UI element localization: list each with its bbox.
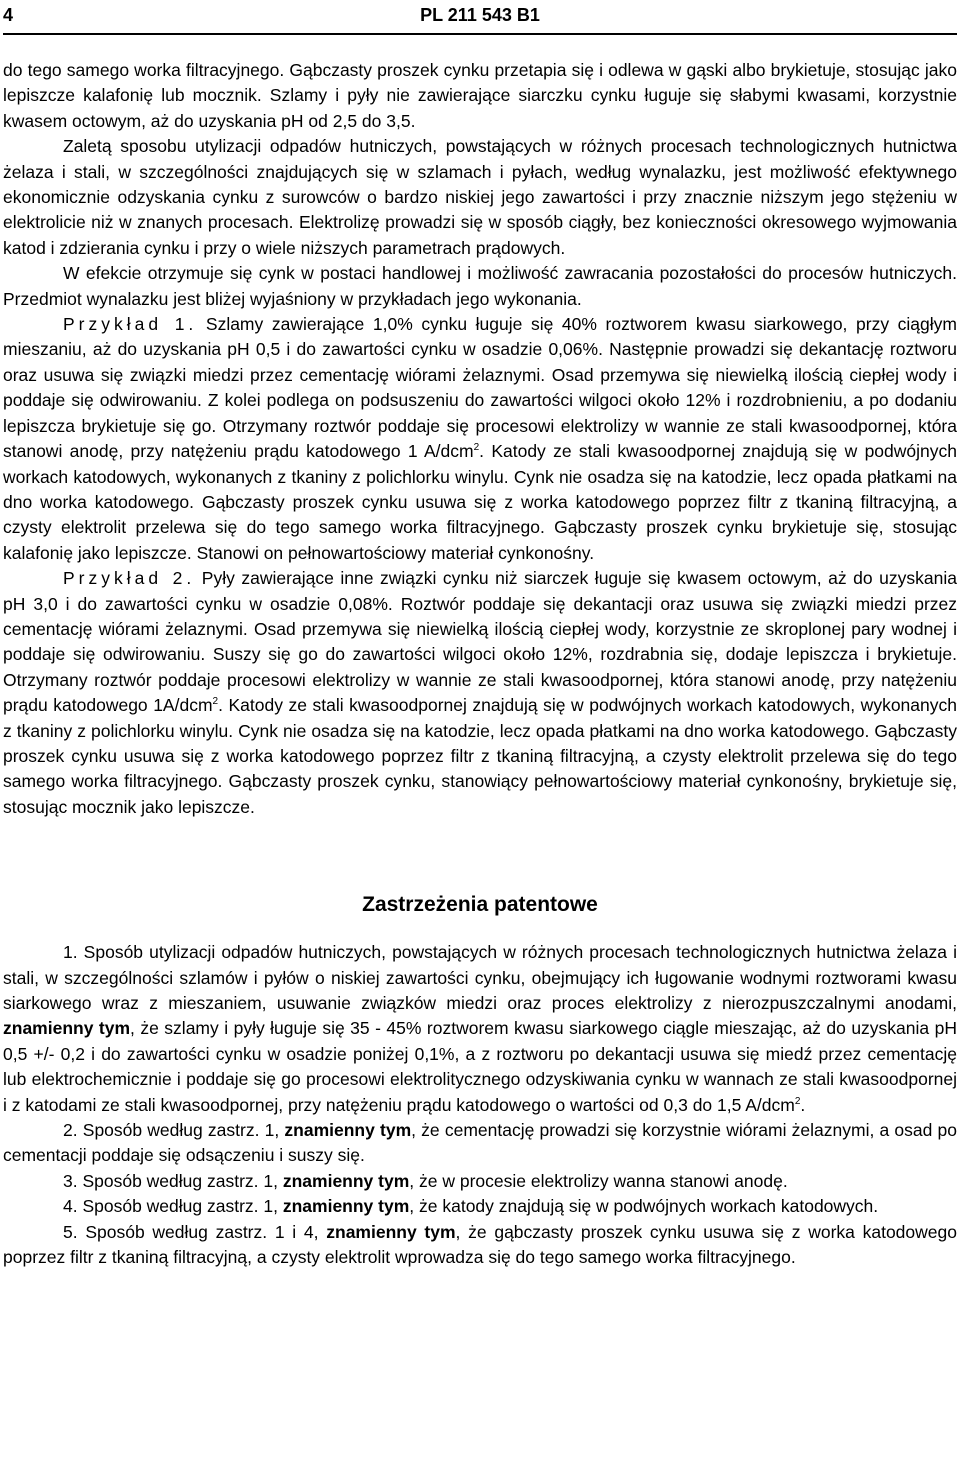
claim-1-end: . — [800, 1094, 806, 1115]
page-header — [3, 0, 957, 34]
claim-1-text-a: 1. Sposób utylizacji odpadów hutniczych, powstających w różnych procesach technologicznych hutnictwa żelaza i stali, w szczególności szlamów i pyłów o niskiej zawartości cynku, obejmujący ich ługowanie wodnymi roztworami kwasu siarkowego wraz z mieszaniem, usuwanie związków miedzi oraz proces elektrolizy z nierozpuszczalnymi anodami, — [3, 942, 957, 1013]
claim-4 — [3, 1194, 957, 1219]
claim-4-characterizing: znamienny tym — [282, 1196, 410, 1217]
example-1 — [3, 312, 957, 566]
page-number: 4 — [3, 5, 14, 25]
document-body — [3, 58, 957, 1270]
claim-5 — [3, 1220, 957, 1271]
claim-3 — [3, 1169, 957, 1194]
paragraph-advantages: Zaletą sposobu utylizacji odpadów hutniczych, powstających w różnych procesach technologicznych hutnictwa żelaza i stali, w szczególności znajdujących się w szlamach i pyłach, według wynalazku, jest możliwość efektywnego ekonomicznie odzyskania cynku z surowców o bardzo niskiej jego zawartości i przy znacznie niższym jego stężeniu w elektrolicie niż w znanych procesach. Elektrolizę prowadzi się w sposób ciągły, bez konieczności okresowego wyjmowania katod i zdzierania cynku i przy o wiele niższych parametrach prądowych. — [3, 136, 957, 258]
claim-3-characterizing: znamienny tym — [282, 1170, 410, 1191]
claim-5-text-a: 5. Sposób według zastrz. 1 i 4, — [63, 1221, 327, 1242]
claim-5-text-b: , że gąbczasty proszek cynku usuwa się z worka katodowego poprzez filtr z tkaniną filtracyjną, a czysty elektrolit wprowadza się do tego samego worka filtracyjnego. — [3, 1221, 957, 1268]
claim-2 — [3, 1118, 957, 1169]
claim-3-text-b: , że w procesie elektrolizy wanna stanowi anodę. — [409, 1170, 788, 1191]
claim-2-text-a: 2. Sposób według zastrz. 1, — [63, 1120, 285, 1141]
example-1-superscript: 2 — [473, 442, 480, 454]
paragraph-effect: W efekcie otrzymuje się cynk w postaci handlowej i możliwość zawracania pozostałości do procesów hutniczych. Przedmiot wynalazku jest bliżej wyjaśniony w przykładach jego wykonania. — [3, 263, 957, 309]
patent-page — [3, 0, 957, 1270]
claim-4-text-b: , że katody znajdują się w podwójnych workach katodowych. — [409, 1196, 879, 1217]
claim-5-characterizing: znamienny tym — [326, 1221, 456, 1242]
claim-2-characterizing: znamienny tym — [284, 1120, 412, 1141]
document-id: PL 211 543 B1 — [420, 5, 540, 25]
example-2 — [3, 566, 957, 820]
claim-1-text-b: , że szlamy i pyły ługuje się 35 - 45% roztworem kwasu siarkowego ciągle mieszając, aż do uzyskania pH 0,5 +/- 0,2 i do zawartości cynku w osadzie poniżej 0,1%, a z roztworu po dekantacji usuwa się miedź przez cementację lub elektrochemicznie i poddaje się go procesowi elektrolitycznego odzyskiwania cynku w wannach ze stali kwasoodpornej i z katodami ze stali kwasoodpornej, przy natężeniu prądu katodowego o wartości od 0,3 do 1,5 A/dcm — [3, 1018, 957, 1115]
claim-3-text-a: 3. Sposób według zastrz. 1, — [63, 1170, 283, 1191]
claim-4-text-a: 4. Sposób według zastrz. 1, — [63, 1196, 283, 1217]
claim-1-characterizing: znamienny tym — [3, 1018, 131, 1039]
example-1-text-a: Szlamy zawierające 1,0% cynku ługuje się 40% roztworem kwasu siarkowego, przy ciągłym mieszaniu, aż do uzyskania pH 0,5 i do zawartości cynku w osadzie 0,06%. Następnie prowadzi się dekantację roztworu oraz usuwa się związki miedzi przez cementację wiórami żelaznymi. Osad przemywa się niewielką ilością ciepłej wody i poddaje się odwirowaniu. Z kolei podlega on podsuszeniu do zawartości wilgoci około 12% i rozdrobnieniu, a po dodaniu lepiszcza brykietuje się go. Otrzymany roztwór poddaje się procesowi elektrolizy w wannie ze stali kwasoodpornej, która stanowi anodę, przy natężeniu prądu katodowego 1 A/dcm — [3, 314, 957, 462]
claim-1-superscript: 2 — [794, 1095, 801, 1107]
header-divider — [3, 33, 957, 35]
claim-2-text-b: , że cementację prowadzi się korzystnie wiórami żelaznymi, a osad po cementacji poddaje się odsączeniu i suszy się. — [3, 1120, 957, 1166]
claims-heading: Zastrzeżenia patentowe — [362, 893, 598, 917]
example-2-label: Przykład 2. — [63, 568, 196, 589]
example-2-text-b: . Katody ze stali kwasoodpornej znajdują się w podwójnych workach katodowych, wykonanych z tkaniny z polichlorku winylu. Cynk nie osadza się na katodzie, lecz opada płatkami na dno worka katodowego. Gąbczasty proszek cynku usuwa się z worka katodowego poprzez filtr z tkaniną filtracyjną, a czysty elektrolit przelewa się do tego samego worka filtracyjnego. Gąbczasty proszek cynku, stanowiący pełnowartościowy materiał cynkonośny, brykietuje się, stosując mocznik jako lepiszcze. — [3, 695, 957, 817]
example-2-superscript: 2 — [212, 696, 219, 708]
paragraph-continuation: do tego samego worka filtracyjnego. Gąbczasty proszek cynku przetapia się i odlewa w gąski albo brykietuje, stosując jako lepiszcze kalafonię lub mocznik. Szlamy i pyły nie zawierające siarczku cynku ługuje się słabymi kwasami, korzystnie kwasem octowym, aż do uzyskania pH od 2,5 do 3,5. — [3, 60, 957, 131]
example-1-text-b: . Katody ze stali kwasoodpornej znajdują się w podwójnych workach katodowych, wykonanych z tkaniny z polichlorku winylu. Cynk nie osadza się na katodzie, lecz opada płatkami na dno worka katodowego. Gąbczasty proszek cynku usuwa się z worka katodowego poprzez filtr z tkaniną filtracyjną, a czysty elektrolit przelewa się do tego samego worka filtracyjnego. Gąbczasty proszek cynku brykietuje się, stosując kalafonię jako lepiszcze. Stanowi on pełnowartościowy materiał cynkonośny. — [3, 441, 957, 563]
example-2-text-a: Pyły zawierające inne związki cynku niż siarczek ługuje się kwasem octowym, aż do uzyskania pH 3,0 i do zawartości cynku w osadzie 0,08%. Roztwór poddaje się dekantacji oraz usuwa się związki miedzi przez cementację wiórami żelaznymi. Osad przemywa się niewielką ilością ciepłej wody, korzystnie ze skroplonej pary wodnej i poddaje się odwirowaniu. Suszy się go do zawartości wilgoci około 12%, rozdrabnia się, dodaje lepiszcza i brykietuje. Otrzymany roztwór poddaje procesowi elektrolizy w wannie ze stali kwasoodpornej, która stanowi anodę, przy natężeniu prądu katodowego 1A/dcm — [3, 568, 958, 716]
claim-1 — [3, 940, 957, 1118]
example-1-label: Przykład 1. — [63, 314, 198, 335]
